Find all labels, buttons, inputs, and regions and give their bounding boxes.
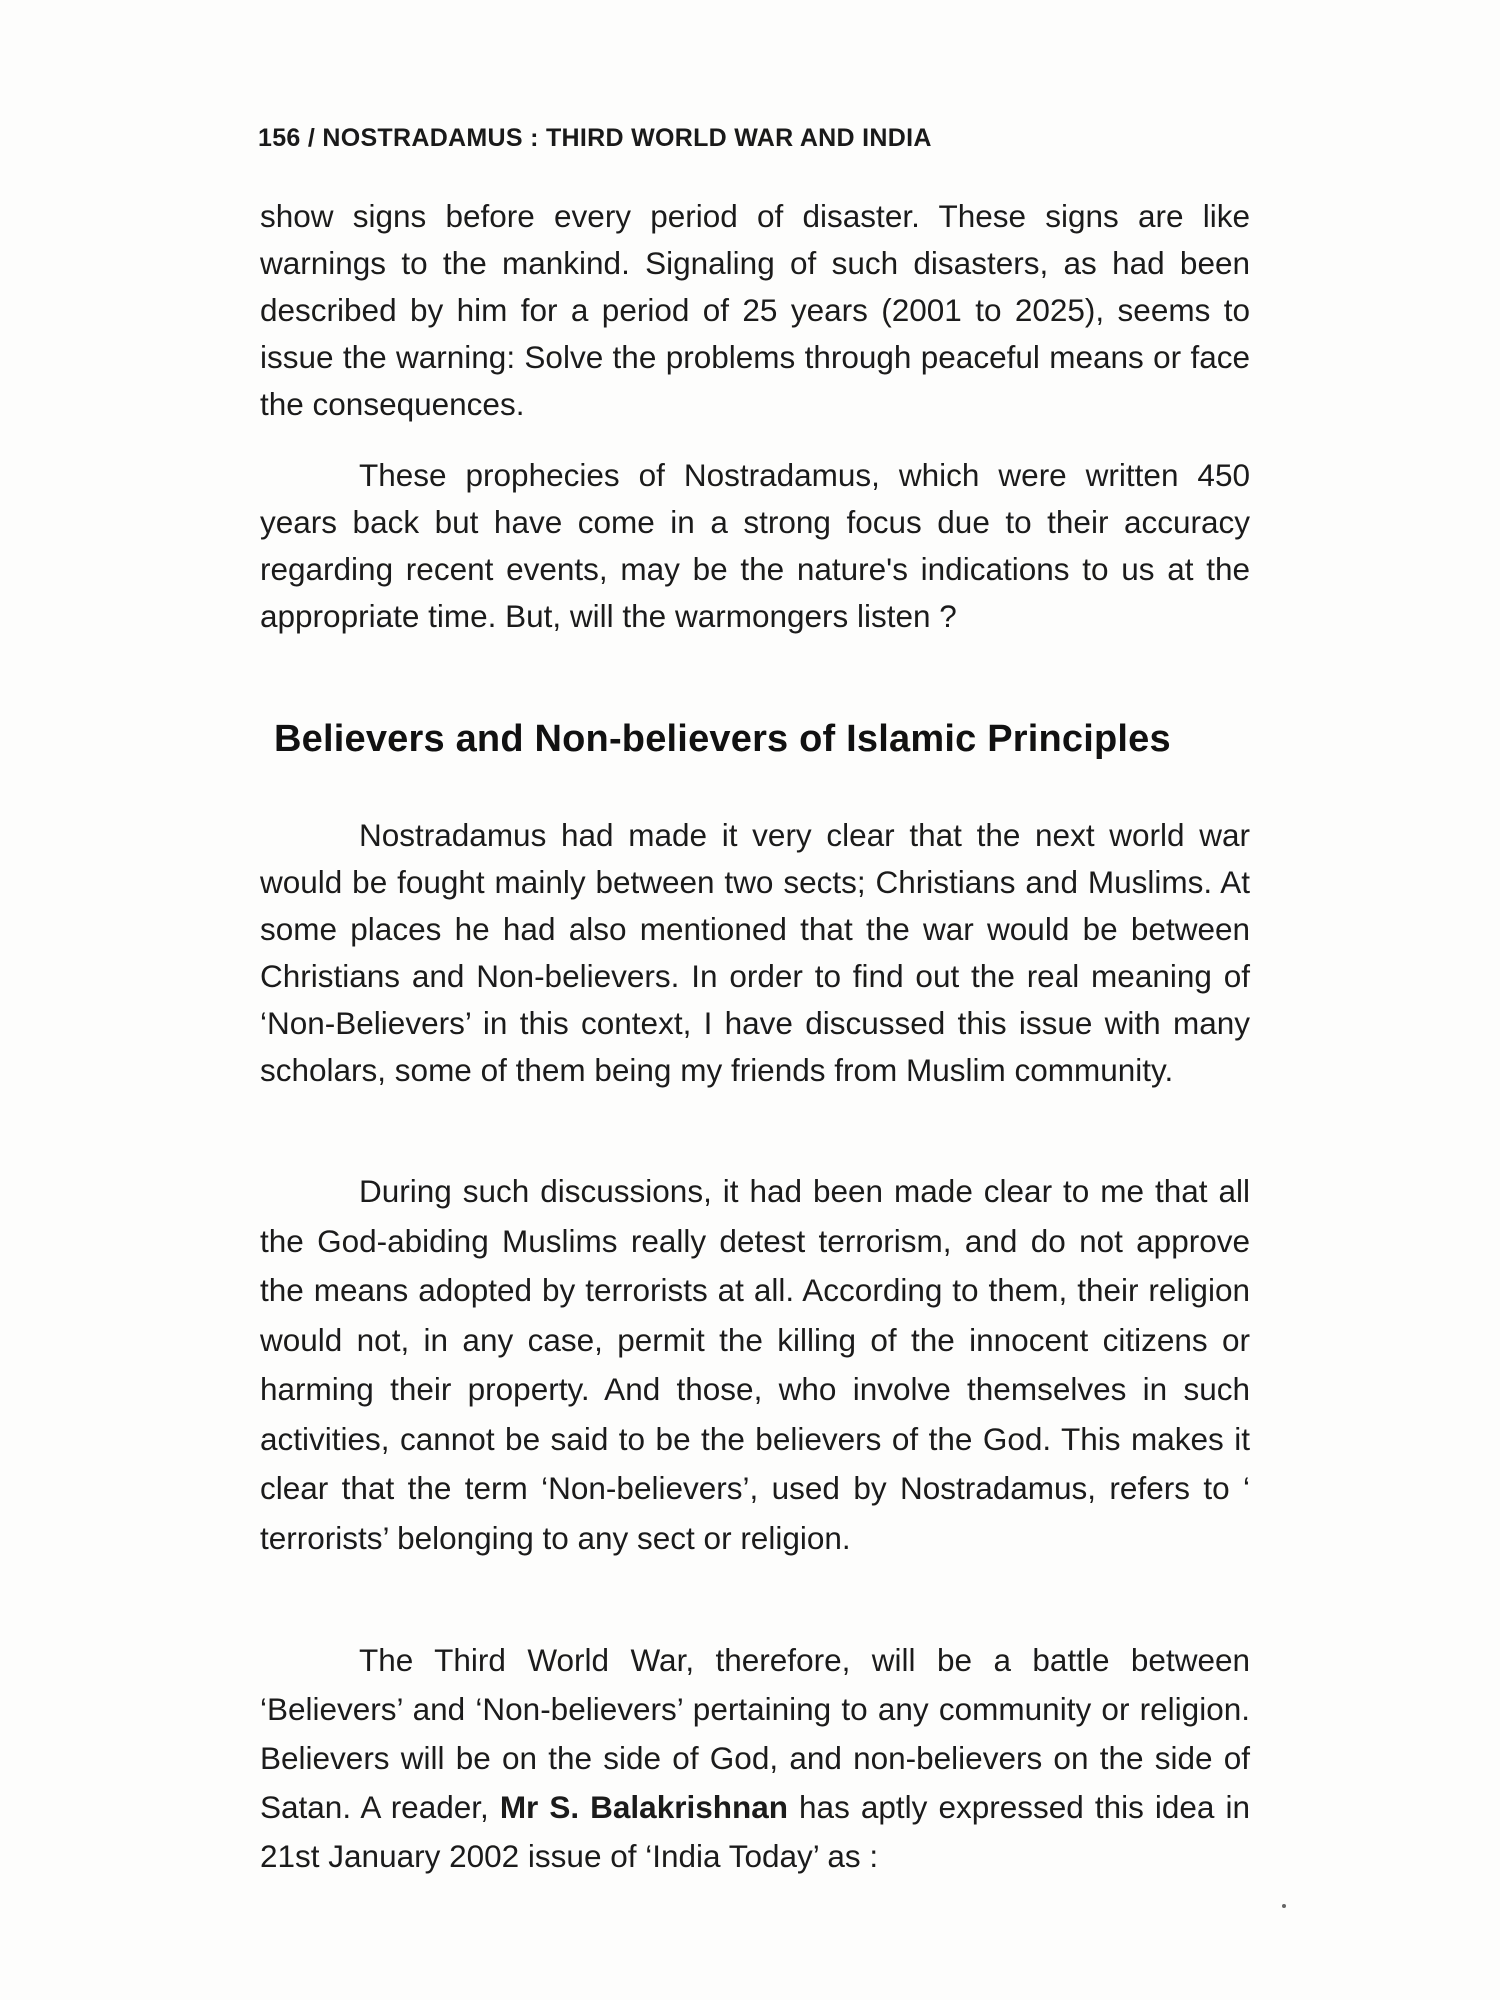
paragraph-prophecies: These prophecies of Nostradamus, which were written 450 years back but have come in a strong focus due to their accuracy regarding recent events, may be the nature's indications to us at the appropriate time. But, will the warmongers listen ? [260,457,1250,634]
paragraph-sects: Nostradamus had made it very clear that the next world war would be fought mainly between two sects; Christians and Muslims. At some places he had also mentioned that the war would be between Christians and Non-believers. In order to find out the real meaning of ‘Non-Believers’ in this context, I have discussed this issue with many scholars, some of them being my friends from Muslim community. [260,817,1250,1088]
paragraph-continuation: show signs before every period of disaster. These signs are like warnings to the mankind. Signaling of such disasters, as had been described by him for a period of 25 years (2001 to 2025), seems to issue the warning: Solve the problems through peaceful means or face the consequences. [260,198,1250,422]
section-heading: Believers and Non-believers of Islamic Principles [274,718,1171,760]
paragraph-text-after-name: has aptly expressed this idea in 21st January 2002 issue of ‘India Today’ as : [260,1789,1251,1874]
paragraph-third-world-war [260,1636,1250,1881]
running-head: 156 / NOSTRADAMUS : THIRD WORLD WAR AND INDIA [258,124,932,152]
scan-speck [1282,1904,1286,1908]
reader-name: Mr S. Balakrishnan [499,1789,788,1825]
paragraph-discussions: During such discussions, it had been made clear to me that all the God-abiding Muslims really detest terrorism, and do not approve the means adopted by terrorists at all. According to them, their religion would not, in any case, permit the killing of the innocent citizens or harming their property. And those, who involve themselves in such activities, cannot be said to be the believers of the God. This makes it clear that the term ‘Non-believers’, used by Nostradamus, refers to ‘ terrorists’ belonging to any sect or religion. [260,1173,1250,1556]
paragraph-text-before-name: The Third World War, therefore, will be a battle between ‘Believers’ and ‘Non-believers’ pertaining to any community or religion. Believers will be on the side of God, and non-believers on the side of Satan. A reader, [260,1642,1250,1825]
